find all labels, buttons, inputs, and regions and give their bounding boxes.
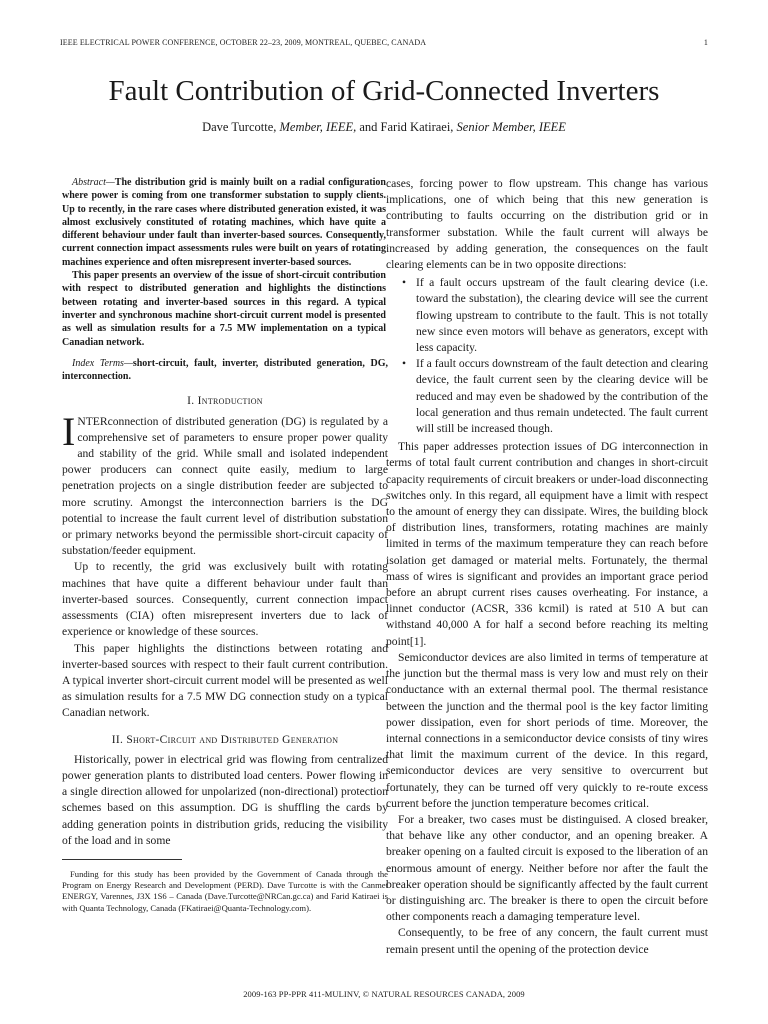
- author-1: Dave Turcotte,: [202, 120, 277, 134]
- list-item: [402, 275, 708, 356]
- drop-cap: I: [62, 408, 76, 454]
- index-terms-text: short-circuit, fault, inverter, distributed generation, DG, interconnection.: [62, 357, 389, 383]
- bullet-icon: •: [402, 276, 407, 290]
- running-header: [60, 38, 708, 47]
- paper-title: Fault Contribution of Grid-Connected Inverters: [108, 75, 660, 107]
- conference-header: IEEE ELECTRICAL POWER CONFERENCE, OCTOBER 22–23, 2009, MONTREAL, QUEBEC, CANADA: [60, 38, 427, 47]
- footnote: Funding for this study has been provided by the Government of Canada through the Program on Energy Research and Development (PERD). Dave Turcotte is with the Canmet ENERGY, Varennes, J3X 1S6 – Canada (Dave.Turcotte@NRCan.gc.ca) and Farid Katiraei is with Quanta Technology, Canada (FKatiraei@Quanta-Technology.com).: [62, 868, 388, 913]
- section-2-heading: [62, 732, 388, 748]
- section-1-p2: Up to recently, the grid was exclusively built with rotating machines that have quite a different behaviour under fault than inverter-based sources. Consequently, current connection impact assessments (CIA) often misrepresent inverters due to lack of experience or knowledge of these sources.: [62, 560, 388, 639]
- bullet-text-1: If a fault occurs upstream of the fault clearing device (i.e. toward the substation), the clearing device will see the current flowing upstream to contribute to the fault. This is not totally new since even motors will behave as generators, except with less capacity.: [416, 276, 708, 355]
- section-1-p1-text: NTERconnection of distributed generation (DG) is regulated by a comprehensive set of parameters to ensure proper power quality and stability of the grid. While small and isolated independent power producers can connect quite easily, medium to large penetration projects on a single distribution feeder are subjected to more scrutiny. Amongst the interconnection barriers is the DG potential to increase the fault current level of distribution substation or primary networks beyond the permissible short-circuit capacity of substation/feeder equipment.: [62, 414, 388, 558]
- bullet-text-2: If a fault occurs downstream of the fault detection and clearing device, the fault current seen by the clearing device will be reduced and may even be shadowed by the contribution of the local generation and thus remain undetected. The fault current will still be increased though.: [416, 357, 708, 436]
- right-column: [386, 176, 708, 958]
- index-terms-lead: Index Terms—: [72, 357, 133, 369]
- abstract-p2: This paper presents an overview of the issue of short-circuit contribution with respect to distributed generation and highlights the distinctions between rotating and inverter-based sources in this regard. A typical inverter and synchronous machine short-circuit current model is presented as well as simulation results for a 7.5 MW implementation on a typical Canadian network.: [62, 270, 386, 348]
- section-2-numeral: II.: [111, 733, 124, 746]
- author-1-role: Member, IEEE,: [279, 120, 357, 134]
- right-p4: For a breaker, two cases must be distinguised. A closed breaker, that behave like any other conductor, and an opening breaker. A breaker opening on a faulted circuit is exposed to the liberation of an enormous amount of energy. Neither before nor after the fault the breaker operation should be significantly affected by the fault current or distinguishing arc. The breaker is there to open the circuit before other components reach a damaging temperature level.: [386, 812, 708, 924]
- left-column: [62, 176, 388, 923]
- section-1-p1: [62, 408, 388, 560]
- author-2-role: Senior Member, IEEE: [456, 120, 566, 134]
- right-p3: Semiconductor devices are also limited in terms of temperature at the junction but the thermal mass is very low and must rely on their conductance with an external thermal pool. The thermal resistance between the junction and the thermal pool is the key factor limiting power dissipation, even for short periods of time. Moreover, the internal connections in a semiconductor device consists of tiny wires that limit the maximum current of the device. In this regard, semiconductor devices are very sensitive to overcurrent but fortunately, they can be turned off very quickly to re-route excess current before the junction temperature becomes critical.: [386, 650, 708, 810]
- right-p1: cases, forcing power to flow upstream. This change has various implications, one of which being that this new generation is contributing to faults occurring on the distribution grid or in transformer substation. While the fault current will always be increased by adding generation, the consequences on the fault clearing elements can be in two opposite directions:: [386, 177, 708, 272]
- author-2: and Farid Katiraei,: [359, 120, 454, 134]
- section-1-p3: This paper highlights the distinctions between rotating and inverter-based sources with respect to their fault current contribution. A typical inverter short-circuit current model will be presented as well as simulation results for a 7.5 MW DG connection study on a typical Canadian network.: [62, 641, 388, 720]
- page-footer: 2009-163 PP-PPR 411-MULINV, © NATURAL RESOURCES CANADA, 2009: [243, 989, 525, 999]
- section-1-heading: [62, 393, 388, 409]
- right-p5: Consequently, to be free of any concern, the fault current must remain present until the opening of the protection device: [386, 926, 708, 956]
- section-1-numeral: I.: [187, 395, 195, 408]
- index-terms: [62, 357, 388, 384]
- bullet-list: [386, 275, 708, 437]
- footnote-rule: [62, 859, 182, 860]
- abstract: [62, 176, 388, 349]
- abstract-p1: The distribution grid is mainly built on a radial configuration where power is coming from one transformer substation to supply clients. Up to recently, in the rare cases where distributed generation existed, it was almost exclusively constituted of rotating machines, which have quite a different behaviour under fault than inverter-based sources. Consequently, current connection impact assessments rules were built on years of rotating machines experience and often misrepresent inverter-based sources.: [62, 177, 386, 268]
- right-p2: This paper addresses protection issues of DG interconnection in terms of total fault current contribution and changes in short-circuit capacity requirements of circuit breakers or under-load disconnecting switches only. In this regard, all equipment have a limit with respect to the amount of energy they can dissipate. Wires, the building block of distribution lines, transformers, rotating machines are mainly limited in terms of the maximum temperature they can reach before isolation get damaged or material melts. Fortunately, the thermal mass of wires is significant and provides an important grace period before an abrupt current rises causes overheating. For instance, a linnet conductor (ACSR, 336 kcmil) is rated at 510 A but can withstand 40,000 A for half a second before reaching its melting point[1].: [386, 440, 709, 648]
- abstract-lead: Abstract—: [72, 177, 115, 188]
- section-1-title: Introduction: [197, 395, 263, 408]
- bullet-icon: •: [402, 357, 407, 371]
- section-2-p1: Historically, power in electrical grid was flowing from centralized power generation plants to distributed load centers. Power flowing in a single direction allowed for unpolarized (non-directional) protection schemes based on this assumption. DG is shuffling the cards by adding generation points in distribution grids, reducing the visibility of the load and in some: [62, 752, 388, 847]
- section-2-title: Short-Circuit and Distributed Generation: [126, 733, 339, 746]
- author-line: [0, 119, 768, 135]
- list-item: [402, 356, 708, 437]
- page-number: 1: [703, 38, 708, 47]
